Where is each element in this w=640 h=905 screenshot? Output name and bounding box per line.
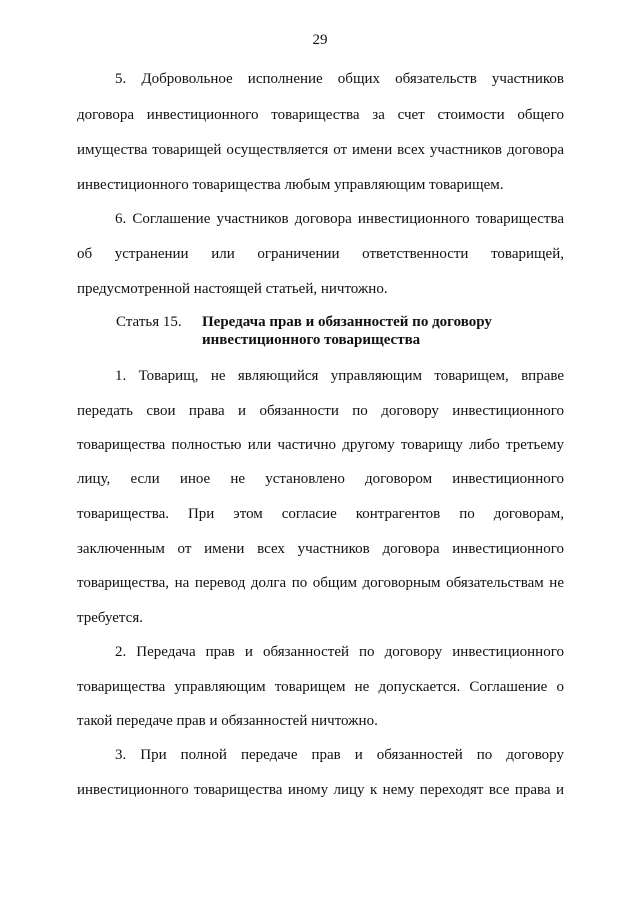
paragraph-line: 5. Добровольное исполнение общих обязательств участников [115, 71, 564, 87]
article-title-line: инвестиционного товарищества [202, 332, 421, 348]
article-title-line: Передача прав и обязанностей по договору [202, 314, 492, 330]
paragraph-line: товарищества, на перевод долга по общим договорным обязательствам не [77, 575, 564, 591]
paragraph-line: инвестиционного товарищества любым управляющим товарищем. [77, 177, 504, 193]
paragraph-line: лицу, если иное не установлено договором инвестиционного [77, 471, 564, 487]
paragraph-line: передать свои права и обязанности по договору инвестиционного [77, 403, 564, 419]
paragraph-line: об устранении или ограничении ответственности товарищей, [77, 246, 564, 262]
paragraph-line: 6. Соглашение участников договора инвестиционного товарищества [115, 211, 564, 227]
paragraph-line: имущества товарищей осуществляется от имени всех участников договора [77, 142, 564, 158]
paragraph-line: заключенным от имени всех участников договора инвестиционного [77, 541, 564, 557]
paragraph-line: инвестиционного товарищества иному лицу к нему переходят все права и [77, 782, 564, 798]
paragraph-line: предусмотренной настоящей статьей, ничтожно. [77, 281, 388, 297]
paragraph-line: 2. Передача прав и обязанностей по договору инвестиционного [115, 644, 564, 660]
page-number: 29 [312, 32, 328, 48]
paragraph-line: такой передаче прав и обязанностей ничтожно. [77, 713, 378, 729]
paragraph-line: договора инвестиционного товарищества за счет стоимости общего [77, 107, 564, 123]
paragraph-line: товарищества. При этом согласие контрагентов по договорам, [77, 506, 564, 522]
paragraph-line: товарищества управляющим товарищем не допускается. Соглашение о [77, 679, 564, 695]
article-label: Статья 15. [116, 314, 182, 330]
paragraph-line: требуется. [77, 610, 143, 626]
paragraph-line: 1. Товарищ, не являющийся управляющим товарищем, вправе [115, 368, 564, 384]
paragraph-line: товарищества полностью или частично другому товарищу либо третьему [77, 437, 564, 453]
paragraph-line: 3. При полной передаче прав и обязанностей по договору [115, 747, 564, 763]
